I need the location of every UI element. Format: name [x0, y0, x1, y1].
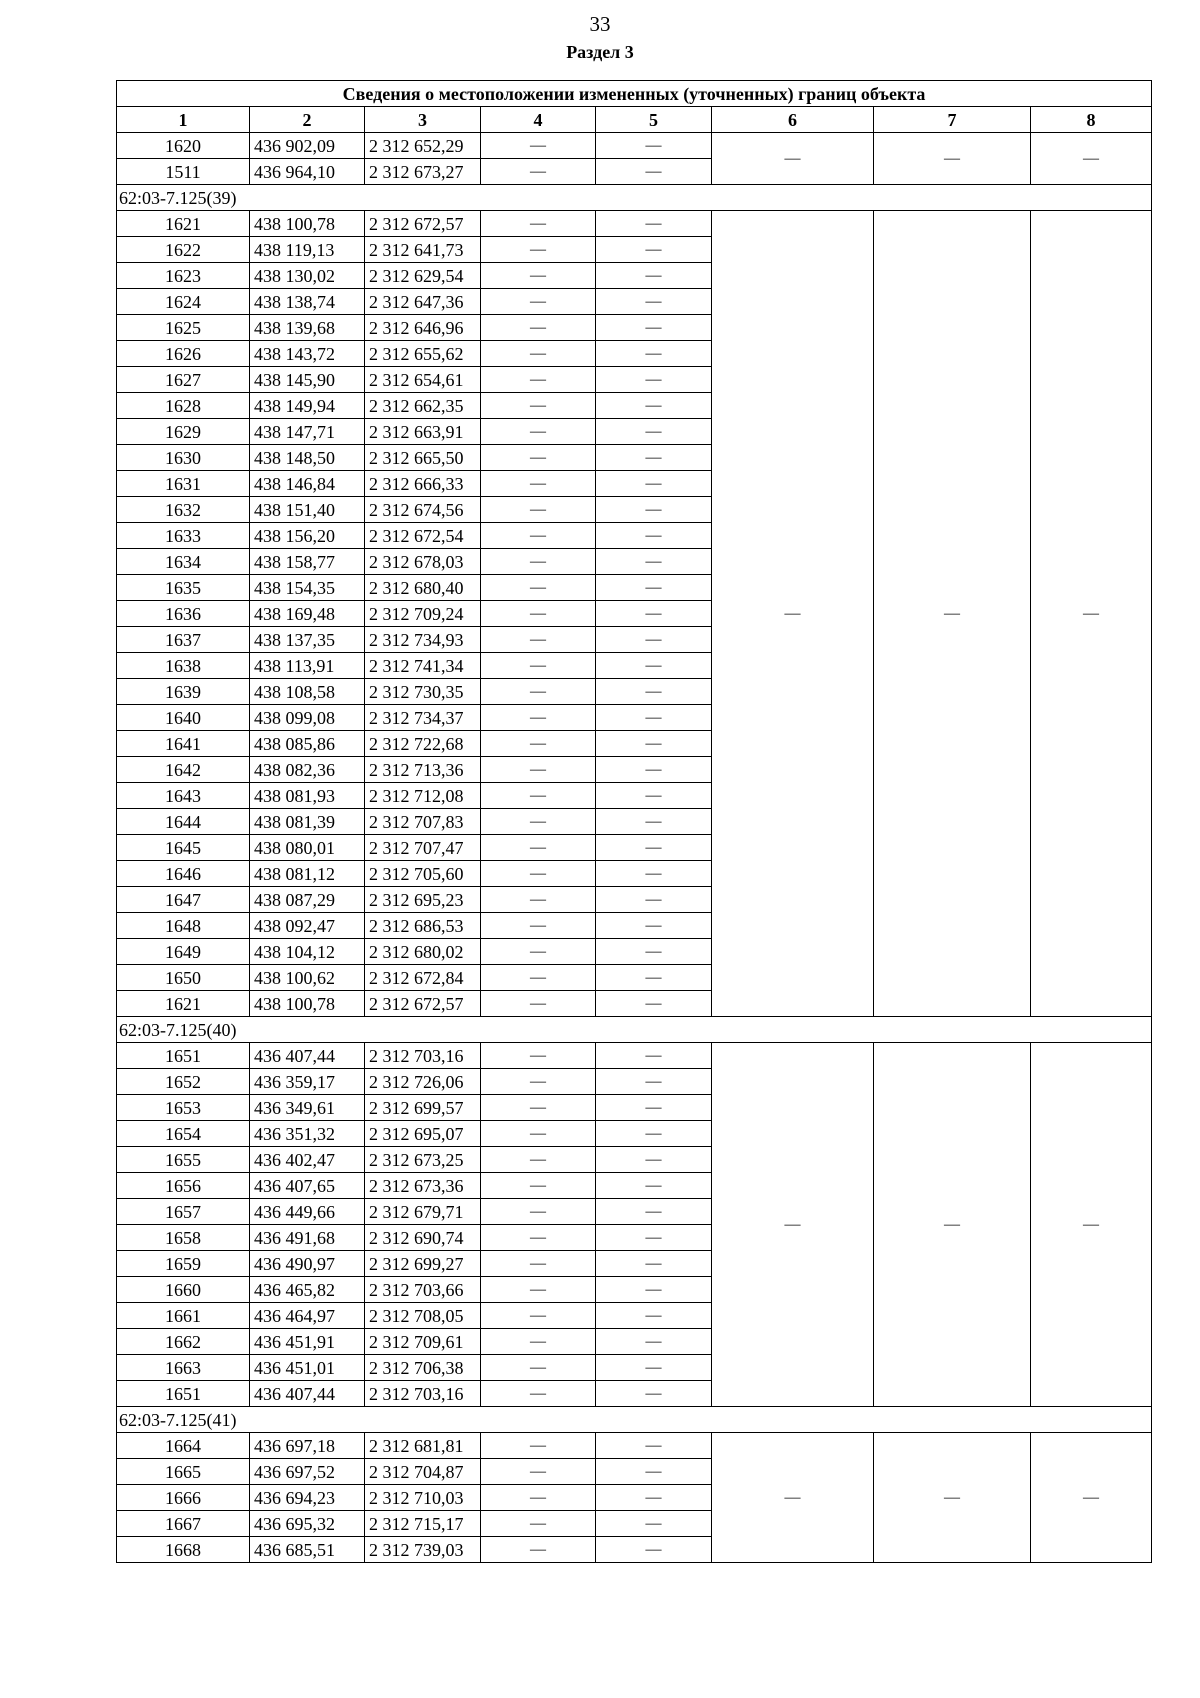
column-header: 6: [712, 107, 874, 133]
column-4-value: —: [481, 1251, 596, 1277]
coordinate-x: 438 139,68: [250, 315, 365, 341]
coordinates-table: [116, 80, 1152, 1563]
coordinate-x: 436 359,17: [250, 1069, 365, 1095]
point-number: 1629: [117, 419, 250, 445]
table-row: [117, 211, 1152, 237]
coordinate-x: 436 902,09: [250, 133, 365, 159]
point-number: 1637: [117, 627, 250, 653]
table-row: [117, 1043, 1152, 1069]
column-4-value: —: [481, 601, 596, 627]
point-number: 1658: [117, 1225, 250, 1251]
coordinate-y: 2 312 663,91: [365, 419, 481, 445]
coordinate-x: 438 081,39: [250, 809, 365, 835]
column-5-value: —: [596, 913, 712, 939]
point-number: 1654: [117, 1121, 250, 1147]
point-number: 1662: [117, 1329, 250, 1355]
column-5-value: —: [596, 263, 712, 289]
coordinate-y: 2 312 707,47: [365, 835, 481, 861]
point-number: 1645: [117, 835, 250, 861]
column-header: 4: [481, 107, 596, 133]
coordinate-y: 2 312 672,57: [365, 991, 481, 1017]
coordinate-y: 2 312 709,24: [365, 601, 481, 627]
coordinate-x: 438 081,12: [250, 861, 365, 887]
point-number: 1651: [117, 1381, 250, 1407]
column-4-value: —: [481, 289, 596, 315]
point-number: 1648: [117, 913, 250, 939]
column-4-value: —: [481, 1511, 596, 1537]
coordinate-x: 438 156,20: [250, 523, 365, 549]
coordinate-y: 2 312 629,54: [365, 263, 481, 289]
column-4-value: —: [481, 1433, 596, 1459]
coordinate-y: 2 312 705,60: [365, 861, 481, 887]
column-5-value: —: [596, 835, 712, 861]
column-5-value: —: [596, 1485, 712, 1511]
column-5-value: —: [596, 1069, 712, 1095]
coordinate-y: 2 312 707,83: [365, 809, 481, 835]
point-number: 1640: [117, 705, 250, 731]
column-8-value: —: [1031, 133, 1152, 185]
coordinate-y: 2 312 652,29: [365, 133, 481, 159]
table-header-row: [117, 107, 1152, 133]
column-4-value: —: [481, 783, 596, 809]
column-5-value: —: [596, 601, 712, 627]
group-label: 62:03-7.125(39): [117, 185, 1152, 211]
column-5-value: —: [596, 1303, 712, 1329]
coordinate-y: 2 312 703,16: [365, 1043, 481, 1069]
column-5-value: —: [596, 1459, 712, 1485]
column-6-value: —: [712, 211, 874, 1017]
column-4-value: —: [481, 1329, 596, 1355]
coordinate-y: 2 312 703,16: [365, 1381, 481, 1407]
coordinate-x: 438 085,86: [250, 731, 365, 757]
coordinate-x: 436 697,52: [250, 1459, 365, 1485]
column-4-value: —: [481, 939, 596, 965]
coordinate-x: 436 491,68: [250, 1225, 365, 1251]
coordinate-y: 2 312 674,56: [365, 497, 481, 523]
column-header: 7: [874, 107, 1031, 133]
point-number: 1668: [117, 1537, 250, 1563]
column-5-value: —: [596, 627, 712, 653]
coordinate-x: 438 108,58: [250, 679, 365, 705]
column-5-value: —: [596, 575, 712, 601]
table-row: [117, 1433, 1152, 1459]
coordinate-x: 438 137,35: [250, 627, 365, 653]
column-5-value: —: [596, 419, 712, 445]
column-header: 2: [250, 107, 365, 133]
column-4-value: —: [481, 133, 596, 159]
coordinate-x: 436 451,91: [250, 1329, 365, 1355]
coordinate-y: 2 312 672,54: [365, 523, 481, 549]
coordinate-y: 2 312 703,66: [365, 1277, 481, 1303]
point-number: 1632: [117, 497, 250, 523]
column-5-value: —: [596, 783, 712, 809]
column-5-value: —: [596, 1511, 712, 1537]
column-6-value: —: [712, 133, 874, 185]
column-4-value: —: [481, 913, 596, 939]
page-number: 33: [589, 12, 611, 36]
point-number: 1641: [117, 731, 250, 757]
column-5-value: —: [596, 1537, 712, 1563]
column-5-value: —: [596, 991, 712, 1017]
point-number: 1644: [117, 809, 250, 835]
point-number: 1643: [117, 783, 250, 809]
column-5-value: —: [596, 679, 712, 705]
point-number: 1653: [117, 1095, 250, 1121]
point-number: 1625: [117, 315, 250, 341]
column-header: 8: [1031, 107, 1152, 133]
coordinate-x: 438 081,93: [250, 783, 365, 809]
point-number: 1620: [117, 133, 250, 159]
column-4-value: —: [481, 835, 596, 861]
point-number: 1659: [117, 1251, 250, 1277]
point-number: 1621: [117, 211, 250, 237]
column-4-value: —: [481, 887, 596, 913]
coordinate-y: 2 312 646,96: [365, 315, 481, 341]
point-number: 1666: [117, 1485, 250, 1511]
table-title: Сведения о местоположении измененных (уточненных) границ объекта: [117, 81, 1152, 107]
column-4-value: —: [481, 627, 596, 653]
coordinate-x: 438 100,78: [250, 991, 365, 1017]
column-5-value: —: [596, 445, 712, 471]
point-number: 1639: [117, 679, 250, 705]
column-5-value: —: [596, 159, 712, 185]
point-number: 1634: [117, 549, 250, 575]
coordinate-x: 438 138,74: [250, 289, 365, 315]
column-5-value: —: [596, 367, 712, 393]
group-label: 62:03-7.125(40): [117, 1017, 1152, 1043]
column-4-value: —: [481, 1485, 596, 1511]
column-4-value: —: [481, 1381, 596, 1407]
coordinate-y: 2 312 678,03: [365, 549, 481, 575]
point-number: 1660: [117, 1277, 250, 1303]
column-5-value: —: [596, 1199, 712, 1225]
coordinate-x: 438 169,48: [250, 601, 365, 627]
column-6-value: —: [712, 1433, 874, 1563]
column-5-value: —: [596, 1173, 712, 1199]
column-4-value: —: [481, 861, 596, 887]
coordinate-x: 436 349,61: [250, 1095, 365, 1121]
coordinate-y: 2 312 734,37: [365, 705, 481, 731]
coordinate-x: 438 148,50: [250, 445, 365, 471]
column-4-value: —: [481, 523, 596, 549]
point-number: 1626: [117, 341, 250, 367]
point-number: 1647: [117, 887, 250, 913]
coordinate-x: 438 113,91: [250, 653, 365, 679]
point-number: 1657: [117, 1199, 250, 1225]
column-5-value: —: [596, 471, 712, 497]
column-4-value: —: [481, 549, 596, 575]
coordinate-x: 436 407,44: [250, 1381, 365, 1407]
coordinate-y: 2 312 713,36: [365, 757, 481, 783]
coordinate-y: 2 312 699,27: [365, 1251, 481, 1277]
column-7-value: —: [874, 1043, 1031, 1407]
coordinate-x: 438 082,36: [250, 757, 365, 783]
coordinate-y: 2 312 695,23: [365, 887, 481, 913]
column-5-value: —: [596, 497, 712, 523]
column-4-value: —: [481, 471, 596, 497]
column-4-value: —: [481, 159, 596, 185]
point-number: 1667: [117, 1511, 250, 1537]
column-5-value: —: [596, 393, 712, 419]
column-5-value: —: [596, 861, 712, 887]
column-4-value: —: [481, 263, 596, 289]
column-4-value: —: [481, 367, 596, 393]
coordinate-y: 2 312 672,57: [365, 211, 481, 237]
column-4-value: —: [481, 1147, 596, 1173]
column-5-value: —: [596, 1147, 712, 1173]
point-number: 1661: [117, 1303, 250, 1329]
coordinate-y: 2 312 662,35: [365, 393, 481, 419]
point-number: 1633: [117, 523, 250, 549]
coordinate-y: 2 312 673,36: [365, 1173, 481, 1199]
column-header: 1: [117, 107, 250, 133]
point-number: 1622: [117, 237, 250, 263]
point-number: 1652: [117, 1069, 250, 1095]
column-4-value: —: [481, 731, 596, 757]
point-number: 1656: [117, 1173, 250, 1199]
column-header: 3: [365, 107, 481, 133]
group-label-row: [117, 1017, 1152, 1043]
column-header: 5: [596, 107, 712, 133]
coordinate-x: 436 695,32: [250, 1511, 365, 1537]
column-4-value: —: [481, 1199, 596, 1225]
column-4-value: —: [481, 1095, 596, 1121]
point-number: 1664: [117, 1433, 250, 1459]
point-number: 1646: [117, 861, 250, 887]
coordinate-y: 2 312 681,81: [365, 1433, 481, 1459]
column-5-value: —: [596, 757, 712, 783]
column-4-value: —: [481, 1277, 596, 1303]
coordinate-y: 2 312 665,50: [365, 445, 481, 471]
coordinate-x: 436 490,97: [250, 1251, 365, 1277]
coordinate-x: 438 080,01: [250, 835, 365, 861]
column-4-value: —: [481, 211, 596, 237]
column-4-value: —: [481, 1459, 596, 1485]
column-4-value: —: [481, 315, 596, 341]
column-5-value: —: [596, 1225, 712, 1251]
column-5-value: —: [596, 1381, 712, 1407]
coordinate-x: 438 092,47: [250, 913, 365, 939]
point-number: 1627: [117, 367, 250, 393]
coordinate-x: 438 149,94: [250, 393, 365, 419]
column-5-value: —: [596, 1121, 712, 1147]
column-5-value: —: [596, 1277, 712, 1303]
column-5-value: —: [596, 549, 712, 575]
column-5-value: —: [596, 965, 712, 991]
point-number: 1630: [117, 445, 250, 471]
table-row: [117, 133, 1152, 159]
coordinate-y: 2 312 706,38: [365, 1355, 481, 1381]
coordinate-x: 438 087,29: [250, 887, 365, 913]
coordinate-x: 436 351,32: [250, 1121, 365, 1147]
group-label-row: [117, 185, 1152, 211]
coordinate-x: 436 964,10: [250, 159, 365, 185]
column-4-value: —: [481, 1043, 596, 1069]
coordinate-y: 2 312 666,33: [365, 471, 481, 497]
coordinate-x: 436 694,23: [250, 1485, 365, 1511]
point-number: 1638: [117, 653, 250, 679]
column-5-value: —: [596, 705, 712, 731]
coordinate-x: 436 465,82: [250, 1277, 365, 1303]
point-number: 1651: [117, 1043, 250, 1069]
column-4-value: —: [481, 965, 596, 991]
coordinate-y: 2 312 655,62: [365, 341, 481, 367]
column-4-value: —: [481, 497, 596, 523]
coordinate-y: 2 312 672,84: [365, 965, 481, 991]
coordinate-y: 2 312 679,71: [365, 1199, 481, 1225]
coordinate-y: 2 312 686,53: [365, 913, 481, 939]
column-8-value: —: [1031, 1433, 1152, 1563]
column-5-value: —: [596, 289, 712, 315]
point-number: 1511: [117, 159, 250, 185]
column-4-value: —: [481, 653, 596, 679]
coordinate-y: 2 312 695,07: [365, 1121, 481, 1147]
column-4-value: —: [481, 237, 596, 263]
point-number: 1655: [117, 1147, 250, 1173]
coordinate-y: 2 312 690,74: [365, 1225, 481, 1251]
column-5-value: —: [596, 1251, 712, 1277]
column-5-value: —: [596, 211, 712, 237]
coordinate-y: 2 312 680,02: [365, 939, 481, 965]
column-4-value: —: [481, 809, 596, 835]
coordinate-x: 438 154,35: [250, 575, 365, 601]
column-7-value: —: [874, 211, 1031, 1017]
column-4-value: —: [481, 1173, 596, 1199]
coordinate-y: 2 312 730,35: [365, 679, 481, 705]
coordinate-y: 2 312 641,73: [365, 237, 481, 263]
coordinate-x: 436 464,97: [250, 1303, 365, 1329]
column-5-value: —: [596, 237, 712, 263]
column-7-value: —: [874, 1433, 1031, 1563]
group-label-row: [117, 1407, 1152, 1433]
table-title-row: [117, 81, 1152, 107]
column-4-value: —: [481, 991, 596, 1017]
coordinate-x: 438 145,90: [250, 367, 365, 393]
column-5-value: —: [596, 1095, 712, 1121]
coordinate-x: 438 146,84: [250, 471, 365, 497]
column-5-value: —: [596, 315, 712, 341]
section-title: Раздел 3: [566, 42, 634, 62]
column-4-value: —: [481, 679, 596, 705]
point-number: 1628: [117, 393, 250, 419]
column-4-value: —: [481, 393, 596, 419]
column-8-value: —: [1031, 1043, 1152, 1407]
coordinate-x: 438 119,13: [250, 237, 365, 263]
column-5-value: —: [596, 939, 712, 965]
column-4-value: —: [481, 341, 596, 367]
coordinate-y: 2 312 739,03: [365, 1537, 481, 1563]
point-number: 1624: [117, 289, 250, 315]
coordinate-y: 2 312 712,08: [365, 783, 481, 809]
column-5-value: —: [596, 133, 712, 159]
coordinate-y: 2 312 699,57: [365, 1095, 481, 1121]
column-4-value: —: [481, 1069, 596, 1095]
coordinate-y: 2 312 708,05: [365, 1303, 481, 1329]
column-4-value: —: [481, 1303, 596, 1329]
column-4-value: —: [481, 705, 596, 731]
point-number: 1623: [117, 263, 250, 289]
column-4-value: —: [481, 419, 596, 445]
coordinate-x: 436 697,18: [250, 1433, 365, 1459]
coordinate-x: 438 099,08: [250, 705, 365, 731]
group-label: 62:03-7.125(41): [117, 1407, 1152, 1433]
column-5-value: —: [596, 653, 712, 679]
coordinate-y: 2 312 673,27: [365, 159, 481, 185]
coordinate-y: 2 312 710,03: [365, 1485, 481, 1511]
column-7-value: —: [874, 133, 1031, 185]
coordinate-x: 438 100,78: [250, 211, 365, 237]
column-5-value: —: [596, 1433, 712, 1459]
column-4-value: —: [481, 1537, 596, 1563]
coordinate-x: 436 402,47: [250, 1147, 365, 1173]
column-5-value: —: [596, 1329, 712, 1355]
coordinate-x: 436 407,65: [250, 1173, 365, 1199]
coordinate-x: 438 100,62: [250, 965, 365, 991]
column-5-value: —: [596, 731, 712, 757]
column-5-value: —: [596, 341, 712, 367]
coordinate-x: 436 451,01: [250, 1355, 365, 1381]
column-5-value: —: [596, 1355, 712, 1381]
coordinate-x: 438 130,02: [250, 263, 365, 289]
coordinate-y: 2 312 741,34: [365, 653, 481, 679]
coordinate-x: 438 147,71: [250, 419, 365, 445]
column-4-value: —: [481, 575, 596, 601]
coordinate-x: 436 449,66: [250, 1199, 365, 1225]
column-8-value: —: [1031, 211, 1152, 1017]
point-number: 1665: [117, 1459, 250, 1485]
column-4-value: —: [481, 1225, 596, 1251]
point-number: 1649: [117, 939, 250, 965]
coordinate-y: 2 312 709,61: [365, 1329, 481, 1355]
point-number: 1636: [117, 601, 250, 627]
coordinate-y: 2 312 704,87: [365, 1459, 481, 1485]
column-4-value: —: [481, 1355, 596, 1381]
point-number: 1621: [117, 991, 250, 1017]
column-5-value: —: [596, 1043, 712, 1069]
column-4-value: —: [481, 757, 596, 783]
point-number: 1642: [117, 757, 250, 783]
coordinate-x: 438 104,12: [250, 939, 365, 965]
coordinate-x: 436 685,51: [250, 1537, 365, 1563]
coordinate-y: 2 312 715,17: [365, 1511, 481, 1537]
coordinate-x: 438 151,40: [250, 497, 365, 523]
point-number: 1635: [117, 575, 250, 601]
coordinate-y: 2 312 722,68: [365, 731, 481, 757]
coordinate-x: 436 407,44: [250, 1043, 365, 1069]
coordinate-y: 2 312 680,40: [365, 575, 481, 601]
column-5-value: —: [596, 809, 712, 835]
coordinate-x: 438 143,72: [250, 341, 365, 367]
coordinate-y: 2 312 673,25: [365, 1147, 481, 1173]
column-6-value: —: [712, 1043, 874, 1407]
coordinate-y: 2 312 654,61: [365, 367, 481, 393]
coordinate-y: 2 312 726,06: [365, 1069, 481, 1095]
column-4-value: —: [481, 1121, 596, 1147]
point-number: 1650: [117, 965, 250, 991]
point-number: 1663: [117, 1355, 250, 1381]
coordinate-y: 2 312 647,36: [365, 289, 481, 315]
point-number: 1631: [117, 471, 250, 497]
column-5-value: —: [596, 887, 712, 913]
table-body: [117, 81, 1152, 1563]
coordinate-y: 2 312 734,93: [365, 627, 481, 653]
column-5-value: —: [596, 523, 712, 549]
coordinate-x: 438 158,77: [250, 549, 365, 575]
column-4-value: —: [481, 445, 596, 471]
